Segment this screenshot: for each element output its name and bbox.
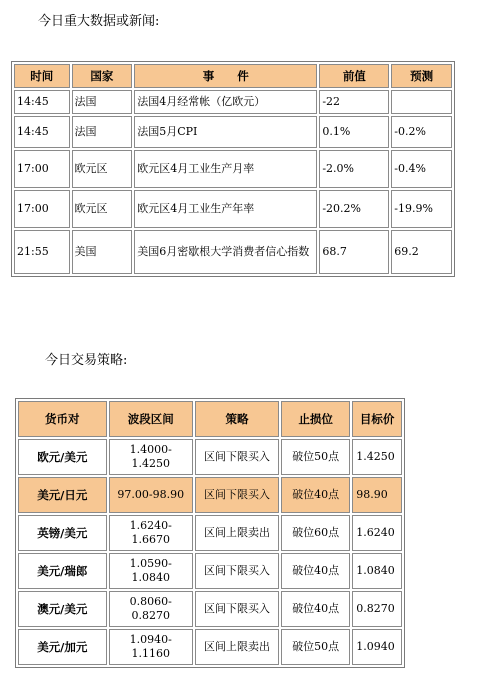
- col-header-country: 国家: [72, 64, 133, 88]
- col-header-target: 目标价: [352, 401, 402, 437]
- news-table: [11, 61, 455, 277]
- cell-country: 法国: [72, 90, 133, 114]
- cell-country: 欧元区: [72, 150, 133, 188]
- section-heading-strategy: 今日交易策略:: [45, 353, 128, 368]
- cell-previous: -2.0%: [319, 150, 389, 188]
- cell-event: 欧元区4月工业生产月率: [134, 150, 317, 188]
- strategy-table: [15, 398, 405, 668]
- cell-pair: 美元/瑞郎: [18, 553, 107, 589]
- cell-strategy: 区间下限买入: [195, 553, 279, 589]
- col-header-range: 波段区间: [109, 401, 193, 437]
- cell-strategy: 区间下限买入: [195, 477, 279, 513]
- cell-strategy: 区间上限卖出: [195, 515, 279, 551]
- cell-range: 1.4000-1.4250: [109, 439, 193, 475]
- cell-time: 14:45: [14, 90, 70, 114]
- cell-pair: 英镑/美元: [18, 515, 107, 551]
- cell-target: 0.8270: [352, 591, 402, 627]
- table-row: [18, 439, 402, 475]
- cell-previous: -20.2%: [319, 190, 389, 228]
- col-header-forecast: 预测: [391, 64, 452, 88]
- cell-stop-loss: 破位60点: [281, 515, 350, 551]
- cell-previous: 68.7: [319, 230, 389, 274]
- cell-target: 1.0940: [352, 629, 402, 665]
- cell-stop-loss: 破位40点: [281, 553, 350, 589]
- cell-event: 法国5月CPI: [134, 116, 317, 148]
- cell-stop-loss: 破位50点: [281, 629, 350, 665]
- cell-country: 欧元区: [72, 190, 133, 228]
- cell-time: 21:55: [14, 230, 70, 274]
- cell-range: 1.0590-1.0840: [109, 553, 193, 589]
- cell-strategy: 区间下限买入: [195, 439, 279, 475]
- table-row-highlighted: [18, 477, 402, 513]
- cell-pair: 美元/日元: [18, 477, 107, 513]
- col-header-pair: 货币对: [18, 401, 107, 437]
- cell-time: 17:00: [14, 150, 70, 188]
- cell-pair: 澳元/美元: [18, 591, 107, 627]
- cell-pair: 美元/加元: [18, 629, 107, 665]
- cell-stop-loss: 破位50点: [281, 439, 350, 475]
- table-row: [14, 150, 452, 188]
- table-row: [14, 230, 452, 274]
- cell-forecast: -0.2%: [391, 116, 452, 148]
- cell-event: 欧元区4月工业生产年率: [134, 190, 317, 228]
- col-header-event: 事 件: [134, 64, 317, 88]
- cell-event: 法国4月经常帐（亿欧元）: [134, 90, 317, 114]
- cell-time: 14:45: [14, 116, 70, 148]
- table-row: [18, 553, 402, 589]
- table-row: [14, 116, 452, 148]
- cell-range: 1.0940-1.1160: [109, 629, 193, 665]
- table-row: [18, 515, 402, 551]
- cell-forecast: 69.2: [391, 230, 452, 274]
- cell-target: 98.90: [352, 477, 402, 513]
- table-row: [18, 591, 402, 627]
- col-header-time: 时间: [14, 64, 70, 88]
- col-header-previous: 前值: [319, 64, 389, 88]
- table-row: [14, 190, 452, 228]
- cell-range: 97.00-98.90: [109, 477, 193, 513]
- cell-pair: 欧元/美元: [18, 439, 107, 475]
- cell-strategy: 区间下限买入: [195, 591, 279, 627]
- cell-previous: 0.1%: [319, 116, 389, 148]
- cell-event: 美国6月密歇根大学消费者信心指数: [134, 230, 317, 274]
- cell-forecast: -0.4%: [391, 150, 452, 188]
- section-heading-news: 今日重大数据或新闻:: [38, 14, 160, 29]
- table-header-row: [14, 64, 452, 88]
- cell-previous: -22: [319, 90, 389, 114]
- table-row: [14, 90, 452, 114]
- cell-range: 0.8060-0.8270: [109, 591, 193, 627]
- table-row: [18, 629, 402, 665]
- cell-target: 1.4250: [352, 439, 402, 475]
- cell-forecast: -19.9%: [391, 190, 452, 228]
- cell-range: 1.6240-1.6670: [109, 515, 193, 551]
- cell-forecast: [391, 90, 452, 114]
- cell-stop-loss: 破位40点: [281, 477, 350, 513]
- cell-time: 17:00: [14, 190, 70, 228]
- cell-country: 美国: [72, 230, 133, 274]
- table-header-row: [18, 401, 402, 437]
- cell-strategy: 区间上限卖出: [195, 629, 279, 665]
- col-header-strategy: 策略: [195, 401, 279, 437]
- col-header-stop-loss: 止损位: [281, 401, 350, 437]
- cell-stop-loss: 破位40点: [281, 591, 350, 627]
- cell-target: 1.6240: [352, 515, 402, 551]
- cell-target: 1.0840: [352, 553, 402, 589]
- cell-country: 法国: [72, 116, 133, 148]
